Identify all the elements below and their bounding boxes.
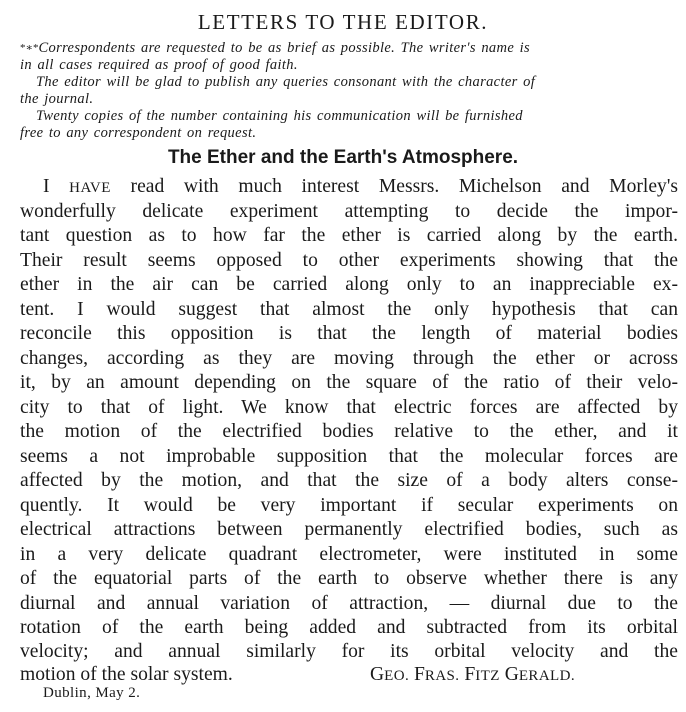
asterisks-mark: *∗* <box>20 42 39 54</box>
letter-line: velocity; and annual similarly for its orbital velocity and the <box>20 640 678 662</box>
letter-line: tent. I would suggest that almost the only hypothesis that can <box>20 298 678 320</box>
letter-line: wonderfully delicate experiment attempting to decide the impor- <box>20 200 678 222</box>
dateline: Dublin, May 2. <box>43 685 141 701</box>
letter-line: ether in the air can be carried along only to an inappreciable ex- <box>20 274 678 295</box>
letter-line: rotation of the earth being added and subtracted from its orbital <box>20 617 678 638</box>
letter-line-1: I HAVE read with much interest Messrs. Michelson and Morley's <box>43 176 678 197</box>
letter-last-line: motion of the solar system. <box>20 664 233 685</box>
letter-line: reconcile this opposition is that the length of material bodies <box>20 323 678 344</box>
letter-line: it, by an amount depending on the square of the ratio of their velo- <box>20 372 678 393</box>
letter-line: the motion of the electrified bodies relative to the ether, and it <box>20 421 678 442</box>
letter-title: The Ether and the Earth's Atmosphere. <box>167 147 519 168</box>
letter-line: seems a not improbable supposition that the molecular forces are <box>20 445 678 467</box>
notice-line-5: Twenty copies of the number containing his communication will be furnished <box>36 108 523 124</box>
letter-line: quently. It would be very important if secular experiments on <box>20 494 678 516</box>
notice-line-4: the journal. <box>20 91 94 107</box>
letter-line: electrical attractions between permanently electrified bodies, such as <box>20 519 678 540</box>
letter-line: diurnal and annual variation of attraction, — diurnal due to the <box>20 592 678 614</box>
author-signature: GEO. FRAS. FITZ GERALD. <box>370 664 576 685</box>
notice-line-2: in all cases required as proof of good faith. <box>20 57 298 73</box>
letter-line: changes, according as they are moving through the ether or across <box>20 347 678 369</box>
notice-line-3: The editor will be glad to publish any queries consonant with the character of <box>36 74 536 90</box>
notice-line-6: free to any correspondent on request. <box>20 125 257 141</box>
letter-line: of the equatorial parts of the earth to observe whether there is any <box>20 568 678 589</box>
notice-line-1: *∗*Correspondents are requested to be as brief as possible. The writer's name is <box>20 40 530 56</box>
letter-line: in a very delicate quadrant electrometer, were instituted in some <box>20 543 678 565</box>
section-heading: LETTERS TO THE EDITOR. <box>197 10 489 34</box>
letter-line: Their result seems opposed to other experiments showing that the <box>20 249 678 271</box>
letter-line: tant question as to how far the ether is carried along by the earth. <box>20 225 678 246</box>
letter-line: city to that of light. We know that electric forces are affected by <box>20 396 678 418</box>
letter-line: affected by the motion, and that the size of a body alters conse- <box>20 470 678 491</box>
